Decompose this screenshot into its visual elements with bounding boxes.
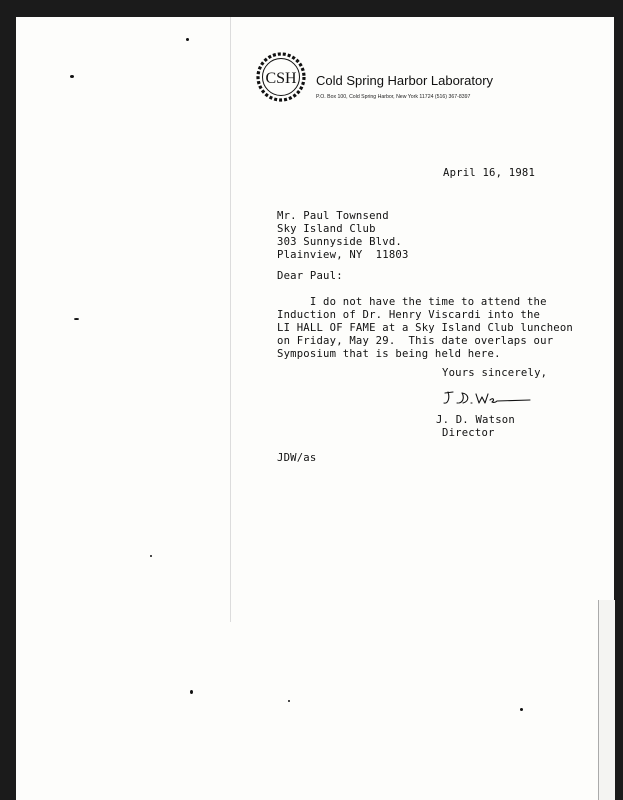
body-line: Induction of Dr. Henry Viscardi into the [277, 309, 541, 321]
scan-speck [288, 700, 290, 702]
body-line: I do not have the time to attend the [277, 296, 547, 308]
handwritten-signature [442, 388, 532, 410]
scan-speck [74, 318, 79, 320]
signer-title: Director [442, 427, 495, 439]
signer-name: J. D. Watson [436, 414, 515, 426]
body-line: on Friday, May 29. This date overlaps our [277, 335, 554, 347]
body-line: LI HALL OF FAME at a Sky Island Club luncheon [277, 322, 574, 334]
page-edge-strip [598, 600, 615, 800]
recipient-line: Sky Island Club [277, 223, 376, 235]
salutation: Dear Paul: [277, 270, 343, 282]
organization-address: P.O. Box 100, Cold Spring Harbor, New York 11724 (516) 367-8397 [316, 94, 471, 100]
body-line: Symposium that is being held here. [277, 348, 501, 360]
recipient-address [277, 210, 409, 262]
scan-speck [190, 690, 193, 694]
csh-seal-logo [254, 50, 308, 104]
scan-speck [70, 75, 74, 78]
organization-name: Cold Spring Harbor Laboratory [316, 73, 494, 88]
letter-body [277, 296, 573, 361]
closing: Yours sincerely, [442, 367, 548, 379]
recipient-line: 303 Sunnyside Blvd. [277, 236, 402, 248]
signature-block [436, 414, 515, 440]
scan-speck [150, 555, 152, 557]
svg-text:CSH: CSH [265, 70, 297, 87]
typist-initials: JDW/as [277, 452, 317, 464]
fold-line [230, 17, 231, 622]
scan-speck [520, 708, 523, 711]
scan-speck [186, 38, 189, 41]
recipient-line: Mr. Paul Townsend [277, 210, 389, 222]
letter-date: April 16, 1981 [443, 167, 536, 179]
recipient-line: Plainview, NY 11803 [277, 249, 409, 261]
